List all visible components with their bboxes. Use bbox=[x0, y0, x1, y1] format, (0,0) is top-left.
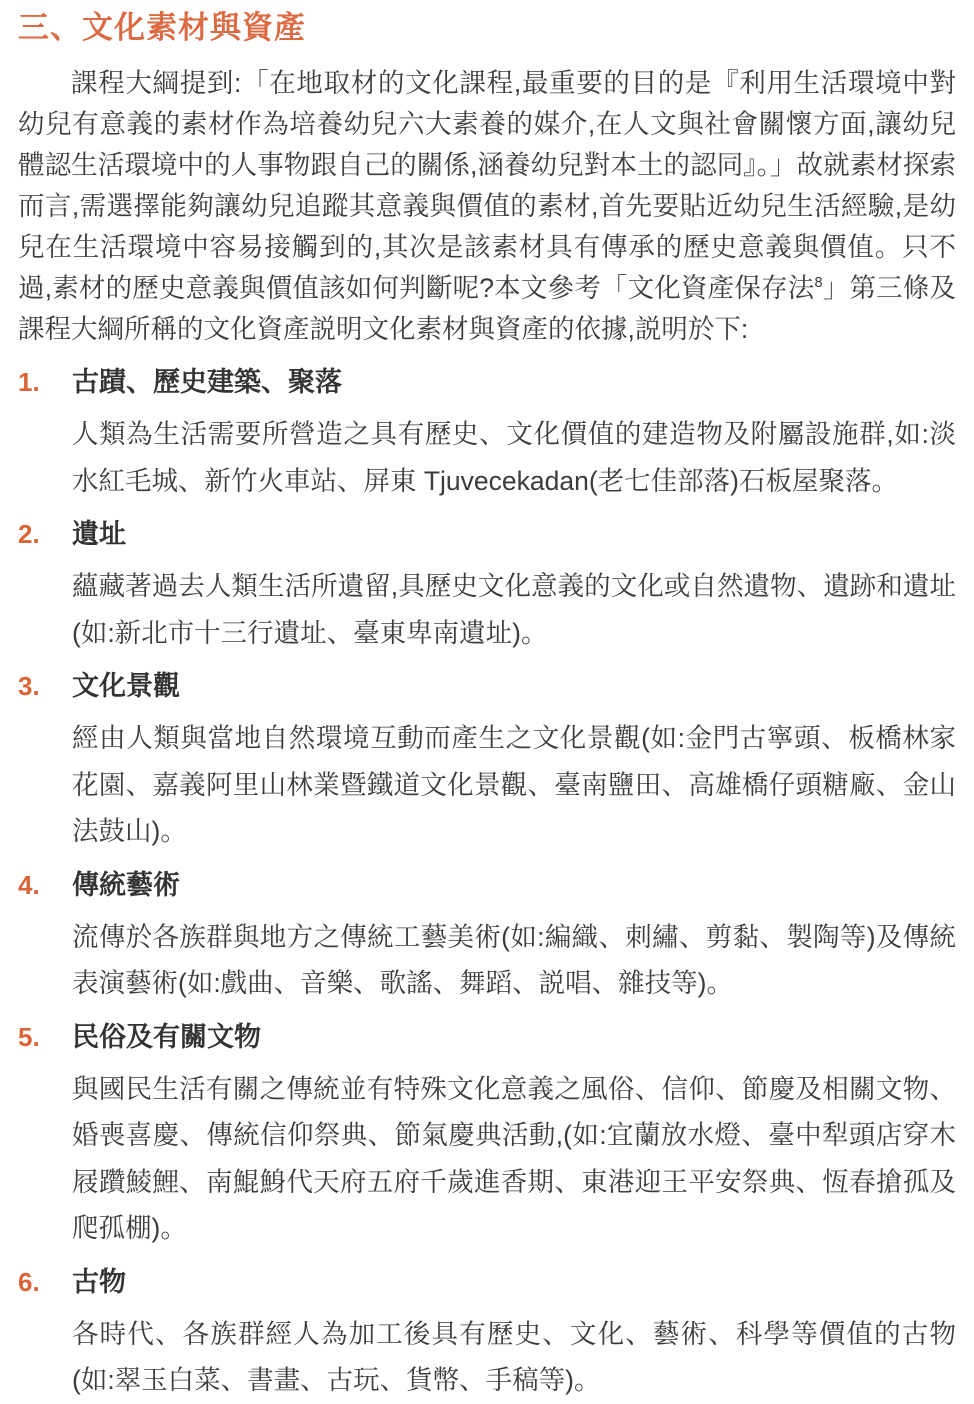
item-body: 各時代、各族群經人為加工後具有歷史、文化、藝術、科學等價值的古物(如:翠玉白菜、書畫、古玩、貨幣、手稿等)。 bbox=[72, 1318, 956, 1395]
intro-text-before-footnote: 課程大綱提到:「在地取材的文化課程,最重要的目的是『利用生活環境中對幼兒有意義的素材作為培養幼兒六大素養的媒介,在人文與社會關懷方面,讓幼兒體認生活環境中的人事物跟自己的關係,涵養幼兒對本土的認同』。」故就素材探索而言,需選擇能夠讓幼兒追蹤其意義與價值的素材,首先要貼近幼兒生活經驗,是幼兒在生活環境中容易接觸到的,其次是該素材具有傳承的歷史意義與價值。只不過,素材的歷史意義與價值該如何判斷呢?本文參考「文化資產保存法 bbox=[18, 68, 956, 303]
item-heading: 古蹟、歷史建築、聚落 bbox=[72, 367, 342, 397]
item-heading: 古物 bbox=[72, 1266, 126, 1297]
item-content bbox=[72, 1265, 956, 1404]
list-item bbox=[18, 517, 956, 656]
item-heading: 民俗及有關文物 bbox=[72, 1021, 261, 1052]
list-item bbox=[18, 669, 956, 855]
item-body: 流傳於各族群與地方之傳統工藝美術(如:編織、刺繡、剪黏、製陶等)及傳統表演藝術(如:戲曲、音樂、歌謠、舞蹈、説唱、雜技等)。 bbox=[72, 921, 956, 998]
section-title: 三、文化素材與資產 bbox=[18, 10, 306, 45]
item-content bbox=[72, 517, 956, 656]
item-content bbox=[72, 868, 956, 1007]
item-number: 3. bbox=[18, 671, 40, 701]
intro-paragraph bbox=[18, 63, 956, 350]
item-number: 4. bbox=[18, 869, 40, 900]
item-number: 2. bbox=[18, 519, 40, 549]
item-heading: 文化景觀 bbox=[72, 671, 180, 701]
intro-text-after-footnote: 」第三條及課程大綱所稱的文化資產説明文化素材與資產的依據,説明於下: bbox=[18, 273, 957, 344]
item-number: 6. bbox=[18, 1266, 40, 1297]
item-content bbox=[72, 669, 956, 855]
item-number: 5. bbox=[18, 1021, 40, 1052]
item-heading: 遺址 bbox=[72, 519, 126, 549]
list-item bbox=[18, 1265, 956, 1404]
item-heading: 傳統藝術 bbox=[72, 869, 180, 900]
item-body: 人類為生活需要所營造之具有歷史、文化價值的建造物及附屬設施群,如:淡水紅毛城、新竹火車站、屏東 Tjuvecekadan(老七佳部落)石板屋聚落。 bbox=[72, 419, 956, 496]
item-body: 蘊藏著過去人類生活所遺留,具歷史文化意義的文化或自然遺物、遺跡和遺址(如:新北市十三行遺址、臺東卑南遺址)。 bbox=[72, 571, 956, 648]
footnote-ref: 8 bbox=[814, 275, 823, 292]
item-body: 經由人類與當地自然環境互動而產生之文化景觀(如:金門古寧頭、板橋林家花園、嘉義阿里山林業暨鐵道文化景觀、臺南鹽田、高雄橋仔頭糖廠、金山法鼓山)。 bbox=[72, 723, 956, 846]
cultural-asset-list bbox=[18, 365, 956, 1404]
list-item bbox=[18, 365, 956, 504]
item-content bbox=[72, 1020, 956, 1252]
list-item bbox=[18, 868, 956, 1007]
list-item bbox=[18, 1020, 956, 1252]
item-content bbox=[72, 365, 956, 504]
item-number: 1. bbox=[18, 367, 40, 397]
item-body: 與國民生活有關之傳統並有特殊文化意義之風俗、信仰、節慶及相關文物、婚喪喜慶、傳統信仰祭典、節氣慶典活動,(如:宜蘭放水燈、臺中犁頭店穿木屐躦鯪鯉、南鯤鯓代天府五府千歲進香期、東港迎王平安祭典、恆春搶孤及爬孤棚)。 bbox=[72, 1073, 956, 1243]
